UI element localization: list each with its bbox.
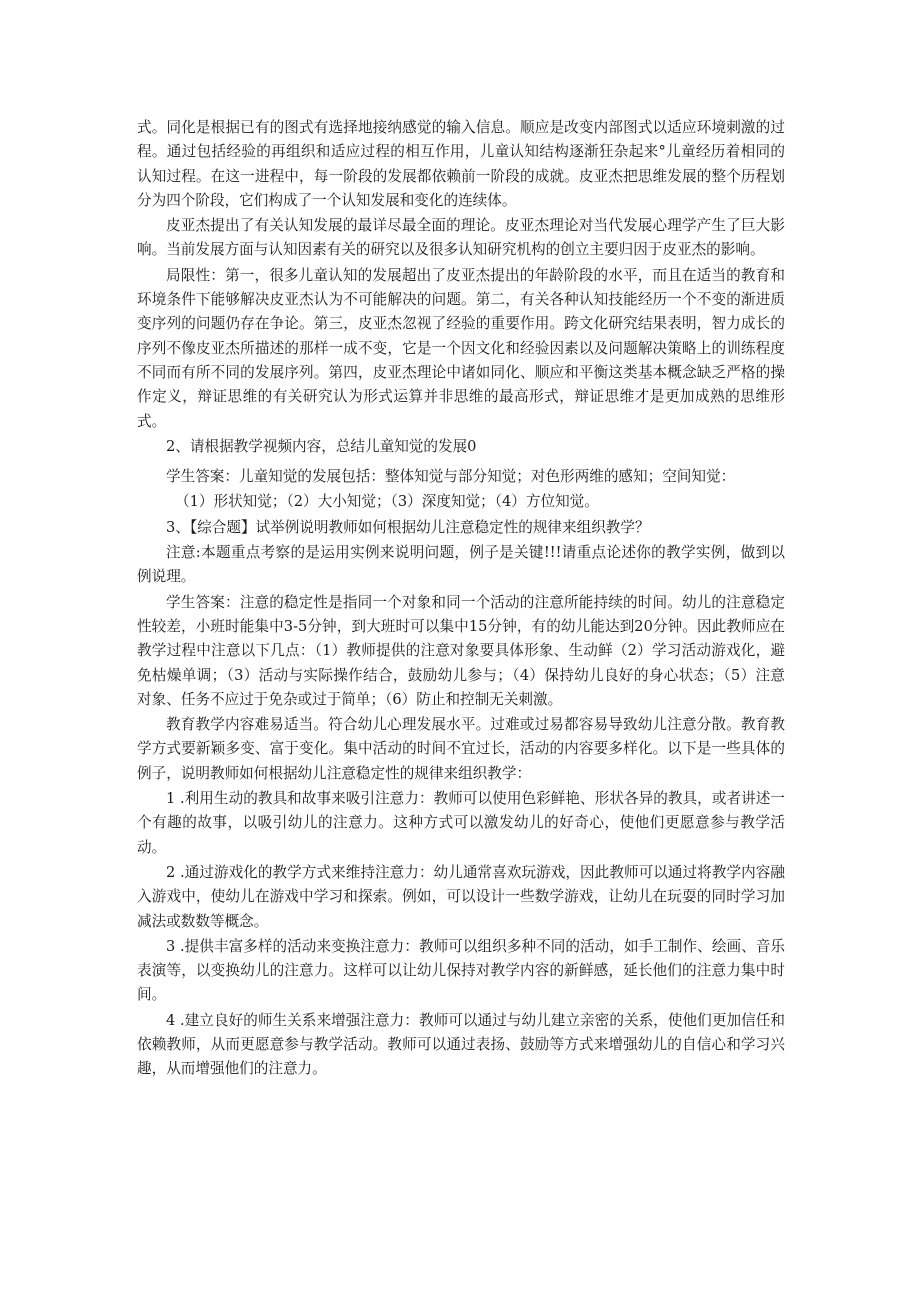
- example-3: 3 .提供丰富多样的活动来变换注意力：教师可以组织多种不同的活动，如手工制作、绘画、音乐表演等，以变换幼儿的注意力。这样可以让幼儿保持对教学内容的新鲜感，延长他们的注意力集中时间。: [137, 937, 785, 1004]
- answer-3: 学生答案：注意的稳定性是指同一个对象和同一个活动的注意所能持续的时间。幼儿的注意稳定性较差，小班时能集中3-5分钟，到大班时可以集中15分钟，有的幼儿能达到20分钟。因此教师应在教学过程中注意以下几点：（1）教师提供的注意对象要具体形象、生动鲜（2）学习活动游戏化，避免枯燥单调；（3）活动与实际操作结合，鼓励幼儿参与；（4）保持幼儿良好的身心状态；（5）注意对象、任务不应过于免杂或过于简单；（6）防止和控制无关刺激。: [137, 593, 785, 708]
- paragraph-piaget-theory: 皮亚杰提出了有关认知发展的最详尽最全面的理论。皮亚杰理论对当代发展心理学产生了巨大影响。当前发展方面与认知因素有关的研究以及很多认知研究机构的创立主要归因于皮亚杰的影响。: [137, 217, 785, 259]
- question-3-note: 注意:本题重点考察的是运用实例来说明问题，例子是关键!!!请重点论述你的教学实例，做到以例说理。: [137, 544, 785, 586]
- example-2: 2 .通过游戏化的教学方式来维持注意力：幼儿通常喜欢玩游戏，因此教师可以通过将教学内容融入游戏中，使幼儿在游戏中学习和探索。例如，可以设计一些数学游戏，让幼儿在玩耍的同时学习加减法或数数等概念。: [137, 863, 785, 930]
- question-2: 2、请根据教学视频内容，总结儿童知觉的发展0: [166, 437, 477, 455]
- answer-2: 学生答案：儿童知觉的发展包括：整体知觉与部分知觉；对色形两维的感知；空间知觉：: [166, 468, 736, 486]
- paragraph-teaching-content: 教育教学内容难易适当。符合幼儿心理发展水平。过难或过易都容易导致幼儿注意分散。教育教学方式要新颖多变、富于变化。集中活动的时间不宜过长，活动的内容要多样化。以下是一些具体的例子，说明教师如何根据幼儿注意稳定性的规律来组织教学：: [137, 716, 785, 782]
- answer-2-list: （1）形状知觉；（2）大小知觉；（3）深度知觉；（4）方位知觉。: [175, 493, 599, 511]
- example-4: 4 .建立良好的师生关系来增强注意力：教师可以通过与幼儿建立亲密的关系，使他们更加信任和依赖教师，从而更愿意参与教学活动。教师可以通过表扬、鼓励等方式来增强幼儿的自信心和学习兴趣，从而增强他们的注意力。: [137, 1011, 785, 1078]
- paragraph-assimilation: 式。同化是根据已有的图式有选择地接纳感觉的输入信息。顺应是改变内部图式以适应环境刺激的过程。通过包括经验的再组织和适应过程的相互作用，儿童认知结构逐渐狂杂起来°儿童经历着相同的认知过程。在这一进程中，每一阶段的发展都依赖前一阶段的成就。皮亚杰把思维发展的整个历程划分为四个阶段，它们构成了一个认知发展和变化的连续体。: [137, 119, 785, 209]
- question-3: 3、【综合题】试举例说明教师如何根据幼儿注意稳定性的规律来组织教学？: [166, 518, 650, 536]
- paragraph-limitations: 局限性：第一，很多儿童认知的发展超出了皮亚杰提出的年龄阶段的水平，而且在适当的教育和环境条件下能够解决皮亚杰认为不可能解决的问题。第二，有关各种认知技能经历一个不变的渐进质变序列的问题仍存在争论。第三，皮亚杰忽视了经验的重要作用。跨文化研究结果表明，智力成长的序列不像皮亚杰所描述的那样一成不变，它是一个因文化和经验因素以及问题解决策略上的训练程度不同而有所不同的发展序列。第四，皮亚杰理论中诸如同化、顺应和平衡这类基本概念缺乏严格的操作定义，辩证思维的有关研究认为形式运算并非思维的最高形式，辩证思维才是更加成熟的思维形式。: [137, 266, 785, 430]
- document-page: [137, 116, 785, 1083]
- example-1: 1 .利用生动的教具和故事来吸引注意力：教师可以使用色彩鲜艳、形状各异的教具，或者讲述一个有趣的故事，以吸引幼儿的注意力。这种方式可以激发幼儿的好奇心，使他们更愿意参与教学活动。: [137, 790, 785, 856]
